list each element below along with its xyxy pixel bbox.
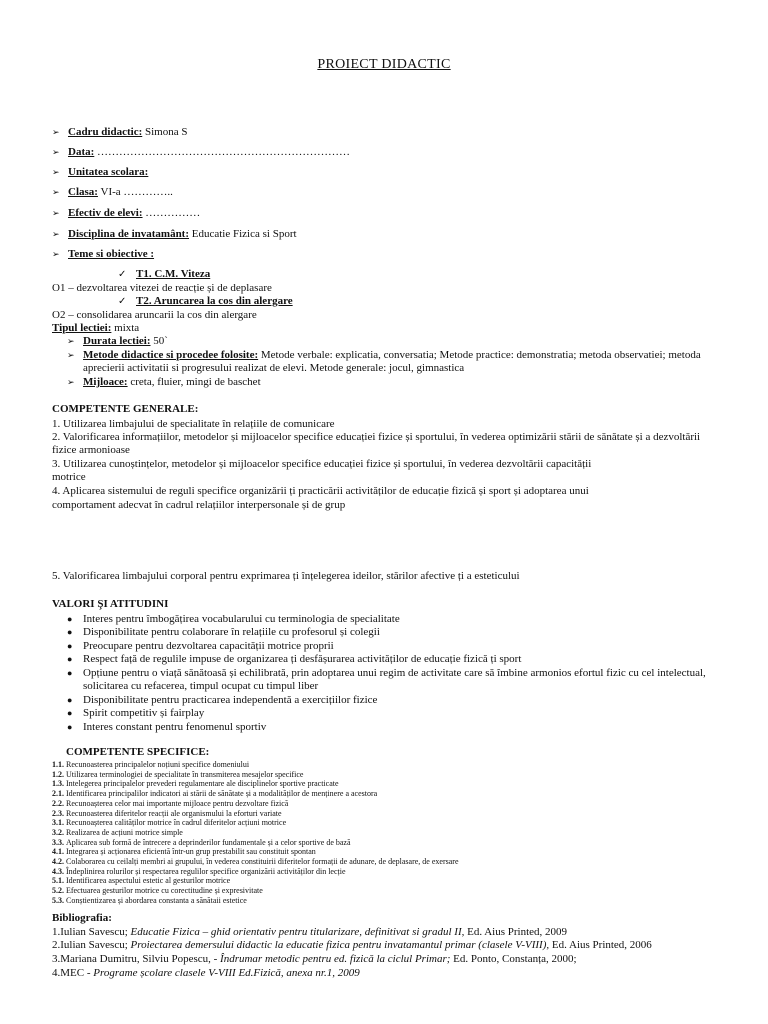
competenta-number: 2.2.	[52, 798, 66, 808]
bullet-icon: ●	[67, 641, 73, 651]
arrow-icon: ➢	[67, 350, 75, 360]
cg-2-cont: fizice armonioase	[52, 444, 130, 456]
competenta-text: Recunoasterea diferitelor reacții ale organismului la eforturi variate	[66, 808, 282, 818]
valori-item: ● Interes constant pentru fenomenul sportiv	[67, 721, 267, 733]
arrow-icon: ➢	[67, 377, 75, 387]
competenta-number: 5.3.	[52, 895, 66, 905]
bibliografie-heading: Bibliografia:	[52, 912, 112, 924]
competenta-text: Intelegerea principalelor prevederi regulamentare ale disciplinelor sportive practicate	[66, 779, 339, 789]
objective-1: O1 – dezvoltarea vitezei de reacție și de deplasare	[52, 282, 272, 294]
cg-4-cont: comportament adecvat în cadrul relațiilor interpersonale și de grup	[52, 499, 346, 511]
cg-2: 2. Valorificarea informațiilor, metodelor și mijloacelor specifice educației fizice și sportului, în vederea optimizării stării de sănătate și a dezvoltării	[52, 431, 701, 443]
competenta-specifica-item	[52, 770, 303, 780]
valori-item: ● Disponibilitate pentru colaborare în relațiile cu profesorul și colegii	[67, 626, 380, 638]
competenta-text: Colaborarea cu ceilalți membri ai grupului, în vederea constituirii diferitelor formații de adunare, de deplasare, de exersare	[66, 857, 459, 866]
mijloace-row: ➢ Mijloace: creta, fluier, mingi de baschet	[67, 376, 261, 388]
competenta-number: 2.3.	[52, 808, 66, 818]
competenta-number: 5.2.	[52, 886, 66, 896]
cadru-row: ➢ Cadru didactic: Simona S	[52, 126, 188, 138]
competenta-specifica-item	[52, 886, 263, 896]
bullet-icon: ●	[67, 695, 73, 705]
competenta-specifica-item	[52, 876, 230, 886]
competenta-text: Identificarea aspectului estetic al gesturilor motrice	[66, 876, 231, 886]
competenta-specifica-item	[52, 789, 377, 799]
disciplina-row: ➢ Disciplina de invatamânt: Educatie Fizica si Sport	[52, 228, 297, 240]
arrow-icon: ➢	[67, 336, 75, 346]
competente-specifice-heading: COMPETENTE SPECIFICE:	[66, 746, 210, 758]
arrow-icon: ➢	[52, 187, 60, 197]
competenta-number: 3.2.	[52, 827, 66, 837]
competenta-number: 5.1.	[52, 876, 66, 886]
competenta-text: Aplicarea sub formă de întrecere a deprinderilor fundamentale și a celor sportive de bază	[66, 837, 351, 847]
competenta-specifica-item	[52, 857, 459, 867]
competenta-specifica-item	[52, 828, 183, 838]
cg-1: 1. Utilizarea limbajului de specialitate în relațiile de comunicare	[52, 418, 335, 430]
competenta-number: 3.1.	[52, 818, 66, 828]
bullet-icon: ●	[67, 668, 73, 678]
valori-item: ● Respect față de regulile impuse de organizarea ți desfășurarea activităților de educație fizică ți sport	[67, 653, 522, 665]
competenta-specifica-item	[52, 818, 286, 828]
unitatea-row: ➢ Unitatea scolara:	[52, 166, 149, 178]
teme-row: ➢ Teme si obiective :	[52, 248, 155, 260]
bullet-icon: ●	[67, 614, 73, 624]
competente-generale-heading: COMPETENTE GENERALE:	[52, 403, 199, 415]
competenta-number: 4.1.	[52, 847, 66, 857]
metode-row: ➢ Metode didactice si procedee folosite: Metode verbale: explicatia, conversatia; Metode practice: demonstratia; metoda observatiei; metoda	[67, 349, 701, 361]
data-row: ➢ Data: ……………………………………………………………	[52, 146, 351, 158]
cg-3: 3. Utilizarea cunoștințelor, metodelor și mijloacelor specifice educației fizice și sportului, în vederea dezvoltării capacității	[52, 458, 592, 470]
competenta-number: 1.2.	[52, 769, 66, 779]
bullet-icon: ●	[67, 722, 73, 732]
bibliografie-item-4: 4.MEC - Programe școlare clasele V-VIII Ed.Fizică, anexa nr.1, 2009	[52, 967, 360, 979]
competenta-specifica-item	[52, 779, 339, 789]
competenta-text: Identificarea principalilor indicatori ai stării de sănătate și a modalităților de menținere a acestora	[66, 789, 378, 799]
bullet-icon: ●	[67, 627, 73, 637]
valori-item-cont: solicitarea cu refacerea, timpul ocupat cu timpul liber	[83, 680, 319, 692]
document-title: PROIECT DIDACTIC	[317, 57, 451, 72]
competenta-specifica-item	[52, 809, 282, 819]
competenta-specifica-item	[52, 760, 249, 770]
competenta-text: Recunoașterea celor mai importante mijloace pentru dezvoltare fizică	[66, 798, 289, 808]
arrow-icon: ➢	[52, 147, 60, 157]
valori-item: ● Opțiune pentru o viață sănătoasă și echilibrată, prin adoptarea unui regim de activitate care să îmbine armonios efortul fizic cu cel intelectual,	[67, 667, 706, 679]
clasa-row: ➢ Clasa: VI-a …………..	[52, 186, 173, 198]
tipul-row: Tipul lectiei: mixta	[52, 322, 140, 334]
durata-row: ➢ Durata lectiei: 50`	[67, 335, 168, 347]
competenta-text: Conștientizarea și abordarea constanta a sănătaii estetice	[66, 895, 247, 905]
competenta-specifica-item	[52, 847, 316, 857]
competenta-specifica-item	[52, 896, 247, 906]
competenta-text: Efectuarea gesturilor motrice cu corectitudine și expresivitate	[66, 886, 263, 896]
arrow-icon: ➢	[52, 249, 60, 259]
competenta-text: Realizarea de acțiuni motrice simple	[66, 827, 183, 837]
theme-2: ✓ T2. Aruncarea la cos din alergare	[118, 295, 293, 307]
competenta-number: 3.3.	[52, 837, 66, 847]
checkmark-icon: ✓	[118, 296, 127, 307]
bibliografie-item-1: 1.Iulian Savescu; Educatie Fizica – ghid orientativ pentru titularizare, definitivat si gradul II, Ed. Aius Printed, 2009	[52, 926, 568, 938]
theme-1: ✓ T1. C.M. Viteza	[118, 268, 211, 280]
bullet-icon: ●	[67, 708, 73, 718]
valori-heading: VALORI ŞI ATITUDINI	[52, 598, 169, 610]
cg-4: 4. Aplicarea sistemului de reguli specifice organizării ți practicării activităților de educație fizică și sport și adoptarea unui	[52, 485, 589, 497]
competenta-number: 4.2.	[52, 857, 66, 866]
objective-2: O2 – consolidarea aruncarii la cos din alergare	[52, 309, 257, 321]
efectiv-row: ➢ Efectiv de elevi: ……………	[52, 207, 201, 219]
competenta-number: 4.3.	[52, 866, 66, 876]
valori-item: ● Preocupare pentru dezvoltarea capacității motrice proprii	[67, 640, 334, 652]
cg-3-cont: motrice	[52, 471, 86, 483]
competenta-number: 1.1.	[52, 760, 66, 769]
competenta-number: 1.3.	[52, 779, 66, 789]
arrow-icon: ➢	[52, 208, 60, 218]
arrow-icon: ➢	[52, 127, 60, 137]
competenta-text: Integrarea și acționarea eficientă într-un grup prestabilit sau constituit spontan	[66, 847, 316, 857]
competenta-text: Recunoașterea calităților motrice în cadrul diferitelor acțiuni motrice	[66, 818, 287, 828]
competenta-specifica-item	[52, 838, 351, 848]
metode-row-cont: aprecierii activitatii si progresului realizat de elevi. Metode generale: jocul, gimnastica	[83, 362, 465, 374]
valori-item: ● Spirit competitiv și fairplay	[67, 707, 205, 719]
competenta-text: Utilizarea terminologiei de specialitate în transmiterea mesajelor specifice	[66, 769, 304, 779]
competenta-number: 2.1.	[52, 789, 66, 799]
bibliografie-item-2: 2.Iulian Savescu; Proiectarea demersului didactic la educatie fizica pentru invatamantul primar (clasele V-VIII), Ed. Aius Printed, 2006	[52, 939, 652, 951]
valori-item: ● Interes pentru îmbogățirea vocabularului cu terminologia de specialitate	[67, 613, 400, 625]
competenta-specifica-item	[52, 799, 288, 809]
cg-5: 5. Valorificarea limbajului corporal pentru exprimarea ți înțelegerea ideilor, stărilor afective ți a esteticului	[52, 570, 520, 582]
bibliografie-item-3: 3.Mariana Dumitru, Silviu Popescu, - Îndrumar metodic pentru ed. fizică la ciclul Primar; Ed. Ponto, Constanța, 2000;	[52, 953, 577, 965]
competenta-specifica-item	[52, 867, 346, 877]
arrow-icon: ➢	[52, 229, 60, 239]
arrow-icon: ➢	[52, 167, 60, 177]
competenta-text: Îndeplinirea rolurilor și respectarea regulilor specifice organizării activităților din lecție	[66, 866, 346, 876]
checkmark-icon: ✓	[118, 269, 127, 280]
valori-item: ● Disponibilitate pentru practicarea independentă a exercițiilor fizice	[67, 694, 378, 706]
bullet-icon: ●	[67, 654, 73, 664]
competenta-text: Recunoasterea principalelor noțiuni specifice domeniului	[66, 760, 250, 769]
